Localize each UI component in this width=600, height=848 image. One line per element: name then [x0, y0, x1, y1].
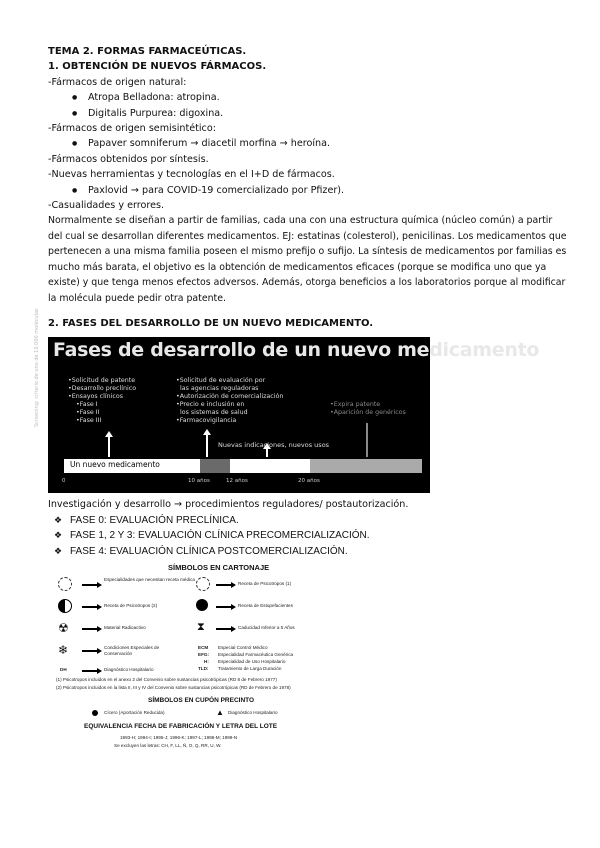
slide-bullet: •Desarrollo preclínico — [68, 385, 137, 393]
arrow-icon — [82, 606, 98, 608]
half-circle-icon — [58, 599, 72, 613]
carton-note: (1) Psicotropos incluidos en el anexo 2 del Convenio sobre sustancias psicotrópicas (RD 8 de Febrero 1977) — [56, 676, 277, 682]
filled-circle-icon — [196, 599, 208, 611]
slide-bullet: •Fase II — [76, 409, 100, 417]
slide-bullet: •Precio e inclusión en — [176, 401, 245, 409]
phase-item: ❖ FASE 1, 2 Y 3: EVALUACIÓN CLÍNICA PRECOMERCIALIZACIÓN. — [48, 528, 568, 543]
up-arrow-icon — [206, 433, 208, 457]
carton-left-label: Receta de Psicotropos (2) — [104, 602, 158, 608]
equiv-line: Se excluyen las letras: CH, F, LL, Ñ, O, Q, RR, U, W. — [114, 742, 222, 748]
carton-right-label: Receta de Estupefacientes — [238, 602, 293, 608]
filled-circle-icon — [92, 710, 98, 716]
slide-bar-label: Un nuevo medicamento — [70, 460, 160, 470]
slide-bullet: •Expira patente — [330, 401, 381, 409]
code-text: Especial Control Médico — [218, 644, 268, 650]
list-item: ● Atropa Belladona: atropina. — [48, 90, 568, 105]
radioactive-icon: ☢ — [58, 620, 69, 635]
carton-right-label: Receta de Psicotropos (1) — [238, 580, 292, 586]
dh-symbol: DH — [60, 666, 67, 672]
timeline-bar-market — [230, 459, 310, 473]
slide-bullet: las agencias reguladoras — [180, 385, 259, 393]
slide-nuevas: Nuevas indicaciones, nuevos usos — [218, 441, 330, 450]
document-heading: TEMA 2. FORMAS FARMACEÚTICAS. — [48, 46, 247, 57]
slide-caption: Investigación y desarrollo → procedimientos reguladores/ postautorización. — [48, 499, 409, 511]
slide-bullet: •Solicitud de evaluación por — [176, 377, 266, 385]
list-item: ● Digitalis Purpurea: digoxina. — [48, 106, 568, 121]
slide-col1 — [68, 377, 136, 425]
list-item: ● Paxlovid → para COVID-19 comercializado por Pfizer). — [48, 183, 568, 198]
slide-bullet: •Ensayos clínicos — [68, 393, 123, 401]
arrowhead-icon — [203, 429, 211, 435]
synth-label: -Fármacos obtenidos por síntesis. — [48, 153, 209, 165]
semi-label: -Fármacos de origen semisintético: — [48, 123, 216, 135]
up-arrow-icon — [366, 423, 368, 457]
carton-title: SÍMBOLOS EN CARTONAJE — [168, 562, 270, 572]
slide-col3 — [330, 401, 406, 417]
timeline-bar-reg — [200, 459, 230, 473]
document-page — [34, 44, 568, 773]
phase-item: ❖ FASE 4: EVALUACIÓN CLÍNICA POSTCOMERCIALIZACIÓN. — [48, 544, 568, 559]
carton-note: (2) Psicotropos incluidos en la lista II, III y IV del Convenio sobre sustancias psicotrópicas (RD de Febrero de 1978) — [56, 684, 291, 690]
tick-label: 20 años — [298, 478, 320, 485]
cupon-left-label: Cícero (Aportación Reducida) — [104, 709, 165, 715]
dashed-circle-icon — [58, 577, 72, 591]
arrow-icon — [82, 628, 98, 630]
slide-bullet: •Aparición de genéricos — [330, 409, 406, 417]
carton-left-label: Condiciones Especiales de Conservación — [104, 644, 160, 656]
arrow-icon — [82, 650, 98, 652]
arrow-icon — [216, 584, 232, 586]
equiv-title: EQUIVALENCIA FECHA DE FABRICACIÓN Y LETRA DEL LOTE — [84, 722, 278, 730]
tick-label: 10 años — [188, 478, 210, 485]
cupon-right-label: Diagnóstico Hospitalario — [228, 709, 278, 715]
arrow-icon — [216, 628, 232, 630]
section1-paragraph: Normalmente se diseñan a partir de familias, cada una con una estructura química (núcleo común) a partir del cual se desarrollan diferentes medicamentos. EJ: estatinas (colesterol), penicilinas. Los medicamentos que pertenecen a una misma familia poseen el mismo prefijo o sufijo. La síntesis de medicamentos por familias es mucho más barata, el objetivo es la obtención de medicamentos eficaces (porque se modifica uno que ya existe) y que tenga menos efectos adversos. Además, otorga beneficios a los laboratorios porque al modificar la molécula puede pedir otra patente. — [48, 215, 567, 304]
tick-label: 0 — [62, 478, 66, 485]
slide-bullet: •Fase I — [76, 401, 98, 409]
code-label: EFG: — [198, 651, 209, 657]
slide-bullet: •Solicitud de patente — [68, 377, 136, 385]
tick-label: 12 años — [226, 478, 248, 485]
code-label: H: — [204, 658, 209, 664]
up-arrow-icon — [108, 435, 110, 457]
carton-left-label: Diagnóstico Hospitalario — [104, 666, 154, 672]
tech-label: -Nuevas herramientas y tecnologías en el I+D de fármacos. — [48, 169, 335, 181]
carton-left-label: Material Radioactivo — [104, 624, 146, 630]
code-text: Especialidad Farmacéutica Genérica — [218, 651, 294, 657]
carton-left-label: Especialidades que necesitan receta médica — [104, 576, 195, 582]
slide-col2 — [176, 377, 283, 425]
section2-title: 2. FASES DEL DESARROLLO DE UN NUEVO MEDICAMENTO. — [48, 317, 374, 329]
slide-bullet: •Farmacovigilancia — [176, 417, 237, 425]
phase-item: ❖ FASE 0: EVALUACIÓN PRECLÍNICA. — [48, 513, 568, 528]
slide-bullet: •Autorización de comercialización — [176, 393, 284, 401]
natural-label: -Fármacos de origen natural: — [48, 76, 187, 88]
dashed-circle-icon — [196, 577, 210, 591]
arrow-icon — [82, 584, 98, 586]
code-text: Especialidad de Uso Hospitalario — [218, 658, 286, 664]
carton-symbols-image — [48, 563, 568, 773]
snowflake-icon: ❄ — [58, 642, 69, 657]
code-label: TLD: — [198, 665, 209, 671]
list-item: ● Papaver somniferum → diacetil morfina → heroína. — [48, 136, 568, 151]
slide-bullet: los sistemas de salud — [180, 409, 248, 417]
hourglass-icon: ⧗ — [197, 620, 205, 633]
arrow-icon — [82, 670, 98, 672]
slide-vertical-label: Screening: criterio de uno de 10.000 moléculas — [34, 308, 40, 428]
code-text: Tratamiento de Larga Duración — [218, 665, 282, 671]
equiv-line: 1993-H; 1994-I; 1995-J; 1996-K; 1997-L; 1998-M; 1999-N — [120, 734, 238, 740]
timeline-bar-generic — [310, 459, 422, 473]
arrowhead-icon — [105, 431, 113, 437]
cupon-title: SÍMBOLOS EN CUPÓN PRECINTO — [148, 696, 255, 704]
chance-label: -Casualidades y errores. — [48, 200, 165, 212]
slide-title: Fases de desarrollo de un nuevo medicamento — [53, 339, 540, 362]
slide-bullet: •Fase III — [76, 417, 102, 425]
carton-right-label: Caducidad Inferior a 5 Años — [238, 624, 295, 630]
arrow-icon — [216, 606, 232, 608]
code-label: ECM — [198, 644, 209, 650]
triangle-icon: ▲ — [216, 707, 224, 717]
section1-title: 1. OBTENCIÓN DE NUEVOS FÁRMACOS. — [48, 61, 267, 73]
